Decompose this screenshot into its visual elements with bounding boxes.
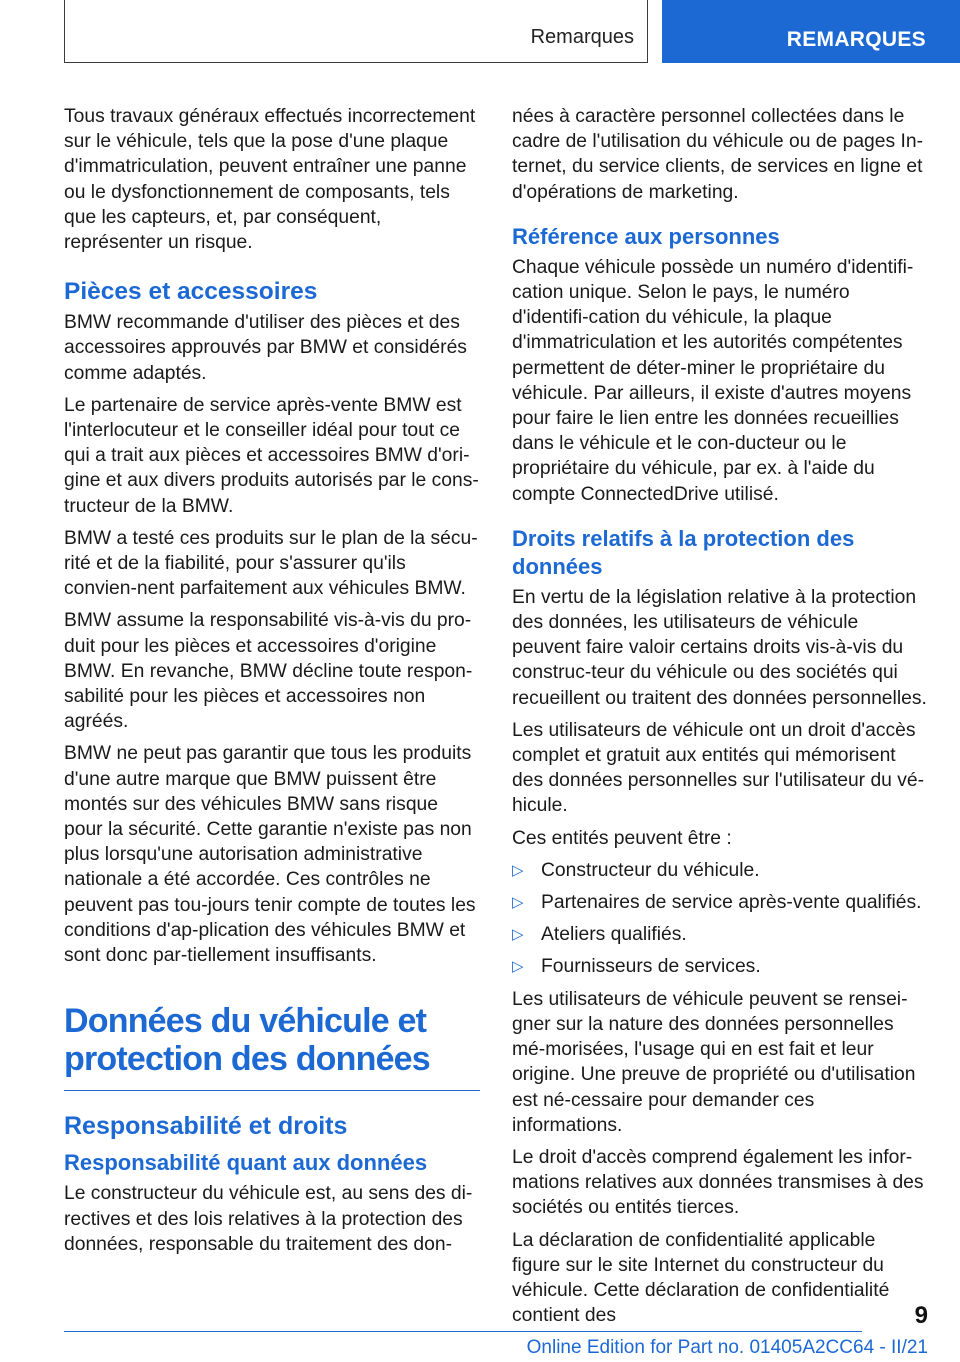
responsabilite-paragraph: Le constructeur du véhicule est, au sens des di-rectives et des lois relatives à la protection des données, responsable du traitement des don-	[64, 1183, 473, 1255]
subsection-title-donnees: Responsabilité quant aux données	[64, 1150, 428, 1176]
section-title-responsabilite: Responsabilité et droits	[64, 1112, 348, 1141]
list-item	[512, 890, 928, 915]
right-column	[512, 104, 928, 1335]
continuation-paragraph: nées à caractère personnel collectées dans le cadre de l'utilisation du véhicule ou de pages In-ternet, du service clients, de services en ligne et d'opérations de marketing.	[512, 106, 923, 203]
footer-divider	[64, 1331, 862, 1332]
pieces-paragraph-2: Le partenaire de service après-vente BMW est l'interlocuteur et le conseiller idéal pour tout ce qui a trait aux pièces et accessoires BMW d'ori-gine et aux divers produits autorisés par le cons-tructeur de la BMW.	[64, 394, 479, 517]
triangle-right-icon: ▷	[512, 861, 524, 879]
triangle-right-icon: ▷	[512, 958, 524, 976]
section-title-pieces: Pièces et accessoires	[64, 278, 318, 306]
footer-edition: Online Edition for Part no. 01405A2CC64 - II/21	[526, 1337, 928, 1358]
pieces-paragraph-4: BMW assume la responsabilité vis-à-vis du pro-duit pour les pièces et accessoires d'origine BMW. En revanche, BMW décline toute respon-sabilité pour les pièces et accessoires non agréés.	[64, 610, 473, 733]
after-paragraph-1: Les utilisateurs de véhicule peuvent se rensei-gner sur la nature des données personnelles mé-morisées, l'usage qui en est fait et leur origine. Une preuve de propriété ou d'utilisation est né-cessaire pour demander ces informations.	[512, 988, 916, 1136]
list-item	[512, 922, 928, 947]
rights-paragraph-2: Les utilisateurs de véhicule ont un droit d'accès complet et gratuit aux entités qui mémorisent des données personnelles sur l'utilisateur du vé-hicule.	[512, 719, 925, 817]
list-item-text: Fournisseurs de services.	[541, 956, 761, 978]
rights-paragraph-1: En vertu de la législation relative à la protection des données, les utilisateurs de véhicule peuvent faire valoir certains droits vis-à-vis du construc-teur du véhicule ou des sociétés qui recueillent ou traitent des données personnelles.	[512, 586, 927, 709]
reference-paragraph: Chaque véhicule possède un numéro d'identifi-cation unique. Selon le pays, le numéro d'identifi-cation du véhicule, la plaque d'immatriculation et les autorités compétentes permettent de déter-miner le propriétaire du véhicule. Par ailleurs, il existe d'autres moyens pour faire le lien entre les données recueillies dans le véhicule et le con-ducteur ou le propriétaire du véhicule, par ex. à l'aide du compte ConnectedDrive utilisé.	[512, 256, 914, 505]
list-item	[512, 858, 928, 883]
triangle-right-icon: ▷	[512, 894, 524, 912]
rights-paragraph-3: Ces entités peuvent être :	[512, 827, 732, 849]
list-item-text: Ateliers qualifiés.	[541, 924, 687, 946]
pieces-paragraph-3: BMW a testé ces produits sur le plan de la sécu-rité et de la fiabilité, pour s'assurer qu'ils convien-nent parfaitement aux véhicules BMW.	[64, 527, 478, 600]
pieces-paragraph-1: BMW recommande d'utiliser des pièces et des accessoires approuvés par BMW et considérés comme adaptés.	[64, 312, 467, 384]
list-item-text: Constructeur du véhicule.	[541, 859, 760, 881]
entities-list	[512, 858, 928, 980]
header-chapter-tab: REMARQUES	[662, 0, 960, 63]
after-paragraph-2: Le droit d'accès comprend également les infor-mations relatives aux données transmises à des sociétés ou entités tierces.	[512, 1146, 924, 1219]
pieces-paragraph-5: BMW ne peut pas garantir que tous les produits d'une autre marque que BMW puissent être montés sur des véhicules BMW sans risque pour la sécurité. Cette garantie n'existe pas non plus lorsqu'une autorisation administrative nationale a été accordée. Ces contrôles ne peuvent pas tou-jours tenir compte de toutes les conditions d'ap-plication des véhicules BMW et sont donc par-tiellement insuffisants.	[64, 743, 476, 967]
list-item-text: Partenaires de service après-vente qualifiés.	[541, 892, 922, 914]
left-column	[64, 104, 480, 1264]
after-paragraph-3: La déclaration de confidentialité applicable figure sur le site Internet du constructeur du véhicule. Cette déclaration de confidentialité contient des	[512, 1229, 890, 1327]
header-section-title: Remarques	[530, 26, 634, 48]
chapter-title: Données du véhicule et protection des données	[64, 1002, 480, 1091]
list-item	[512, 954, 928, 979]
intro-paragraph: Tous travaux généraux effectués incorrectement sur le véhicule, tels que la pose d'une plaque d'immatriculation, peuvent entraîner une panne ou le dysfonctionnement de composants, tels que les capteurs, et, par conséquent, représenter un risque.	[64, 106, 476, 254]
page-number: 9	[914, 1302, 928, 1329]
subsection-title-reference: Référence aux personnes	[512, 223, 780, 249]
subsection-title-droits: Droits relatifs à la protection des données	[512, 525, 855, 579]
triangle-right-icon: ▷	[512, 926, 524, 944]
